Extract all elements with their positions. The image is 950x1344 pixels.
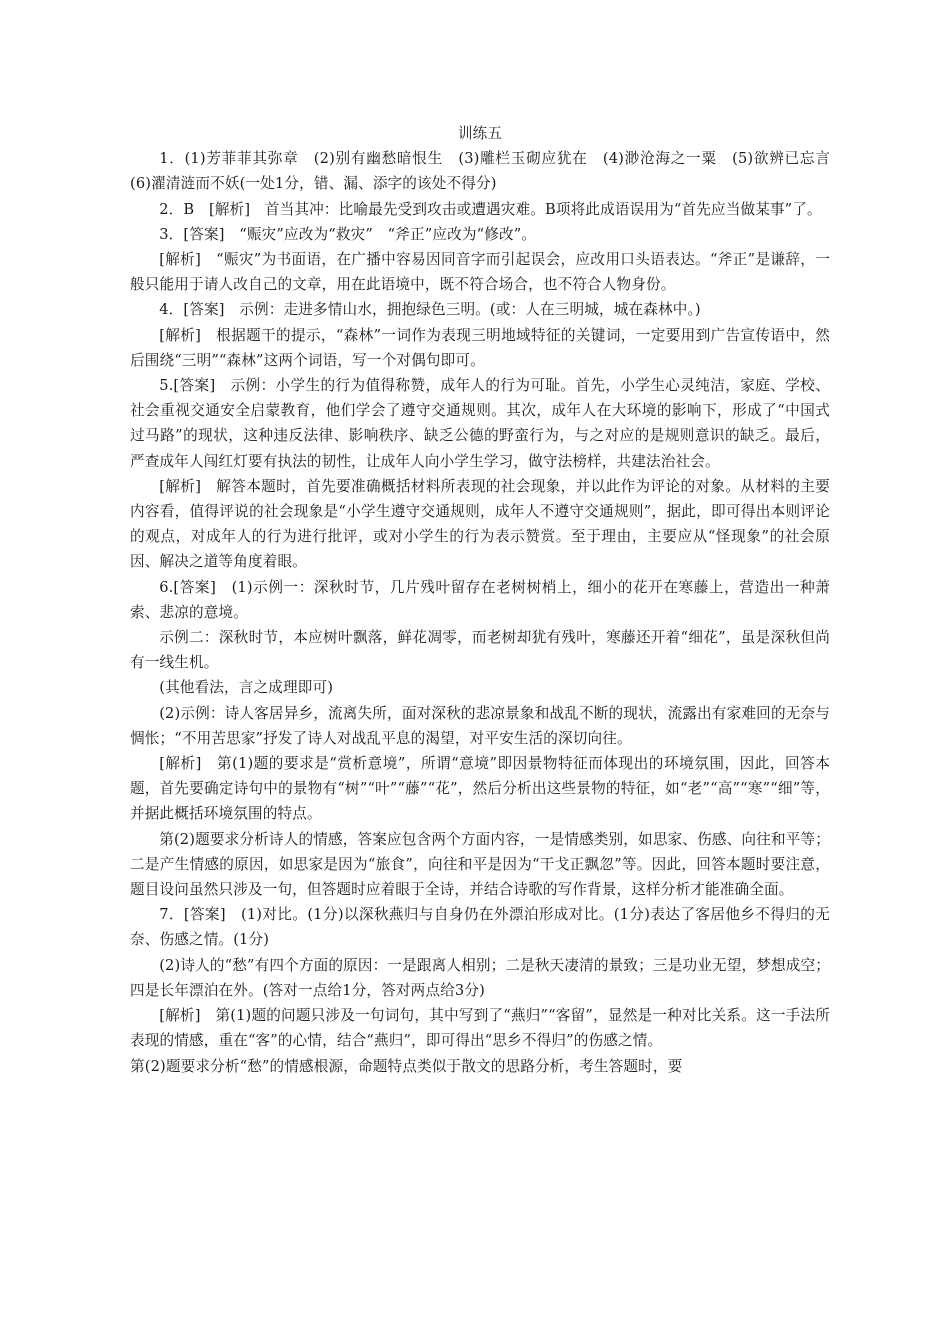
analysis-5-paragraph: [解析] 解答本题时，首先要准确概括材料所表现的社会现象，并以此作为评论的对象。从材料的主要内容看，值得评说的社会现象是“小学生遵守交通规则，成年人不遵守交通规则”，据此，即可得出本则评论的观点，对成年人的行为进行批评，或对小学生的行为表示赞赏。至于理由，主要应从“怪现象”的社会原因、解决之道等角度着眼。 xyxy=(130,477,830,571)
page-title: 训练五 xyxy=(457,125,503,142)
answer-3-paragraph: 3．[答案] “赈灾”应改为“救灾” “斧正”应改为“修改”。 xyxy=(159,225,537,243)
answer-4-paragraph: 4．[答案] 示例：走进多情山水，拥抱绿色三明。(或：人在三明城，城在森林中。) xyxy=(159,301,701,319)
answer-2-paragraph: 2．B [解析] 首当其冲：比喻最先受到攻击或遭遇灾难。B项将此成语误用为“首先应当做某事”了。 xyxy=(159,200,822,218)
analysis-4-paragraph: [解析] 根据题干的提示，“森林”一词作为表现三明地域特征的关键词，一定要用到广告宣传语中，然后围绕“三明”“森林”这两个词语，写一个对偶句即可。 xyxy=(130,326,830,369)
answer-5-paragraph: 5.[答案] 示例：小学生的行为值得称赞，成年人的行为可耻。首先，小学生心灵纯洁，家庭、学校、社会重视交通安全启蒙教育，他们学会了遵守交通规则。其次，成年人在大环境的影响下，形成了“中国式过马路”的现状，这种违反法律、影响秩序、缺乏公德的野蛮行为，与之对应的是规则意识的缺乏。最后，严查成年人闯红灯要有执法的韧性，让成年人向小学生学习，做守法榜样，共建法治社会。 xyxy=(130,377,830,470)
answer-6-example-2-paragraph: 示例二：深秋时节，本应树叶飘落，鲜花凋零，而老树却犹有残叶，寒藤还开着“细花”，虽是深秋但尚有一线生机。 xyxy=(130,629,830,672)
answer-6-note-paragraph: (其他看法，言之成理即可) xyxy=(159,679,334,697)
answer-1-paragraph: 1．(1)芳菲菲其弥章 (2)别有幽愁暗恨生 (3)雕栏玉砌应犹在 (4)渺沧海之一粟 (5)欲辨已忘言 (6)濯清涟而不妖(一处1分，错、漏、添字的该处不得分) xyxy=(130,150,845,193)
analysis-3-paragraph: [解析] “赈灾”为书面语，在广播中容易因同音字而引起误会，应改用口头语表达。“斧正”是谦辞，一般只能用于请人改自己的文章，用在此语境中，既不符合场合，也不符合人物身份。 xyxy=(130,251,830,294)
answer-7-part-2-paragraph: (2)诗人的“愁”有四个方面的原因：一是跟离人相别；二是秋天凄清的景致；三是功业无望，梦想成空；四是长年漂泊在外。(答对一点给1分，答对两点给3分) xyxy=(130,956,830,999)
answer-6-part-2-paragraph: (2)示例：诗人客居异乡，流离失所，面对深秋的悲凉景象和战乱不断的现状，流露出有家难回的无奈与惆怅；“不用苦思家”抒发了诗人对战乱平息的渴望，对平安生活的深切向往。 xyxy=(130,704,830,747)
analysis-6-part-2-paragraph: 第(2)题要求分析诗人的情感，答案应包含两个方面内容，一是情感类别，如思家、伤感、向往和平等；二是产生情感的原因，如思家是因为“旅食”，向往和平是因为“干戈正飘忽”等。因此，回答本题时要注意，题目设问虽然只涉及一句，但答题时应着眼于全诗，并结合诗歌的写作背景，这样分析才能准确全面。 xyxy=(130,830,830,899)
answer-7-part-1-paragraph: 7．[答案] (1)对比。(1分)以深秋燕归与自身仍在外漂泊形成对比。(1分)表达了客居他乡不得归的无奈、伤感之情。(1分) xyxy=(130,906,830,949)
answer-6-example-1-paragraph: 6.[答案] (1)示例一：深秋时节，几片残叶留存在老树树梢上，细小的花开在寒藤上，营造出一种萧索、悲凉的意境。 xyxy=(130,578,830,621)
analysis-7-part-2-paragraph: 第(2)题要求分析“愁”的情感根源，命题特点类似于散文的思路分析，考生答题时，要 xyxy=(130,1057,683,1075)
analysis-6-part-1-paragraph: [解析] 第(1)题的要求是“赏析意境”，所谓“意境”即因景物特征而体现出的环境氛围，因此，回答本题，首先要确定诗句中的景物有“树”“叶”“藤”“花”，然后分析出这些景物的特征，如“老”“高”“寒”“细”等，并据此概括环境氛围的特点。 xyxy=(130,755,830,823)
analysis-7-part-1-paragraph: [解析] 第(1)题的问题只涉及一句词句，其中写到了“燕归”“客留”，显然是一种对比关系。这一手法所表现的情感，重在“客”的心情，结合“燕归”，即可得出“思乡不得归”的伤感之情。 xyxy=(130,1007,830,1050)
